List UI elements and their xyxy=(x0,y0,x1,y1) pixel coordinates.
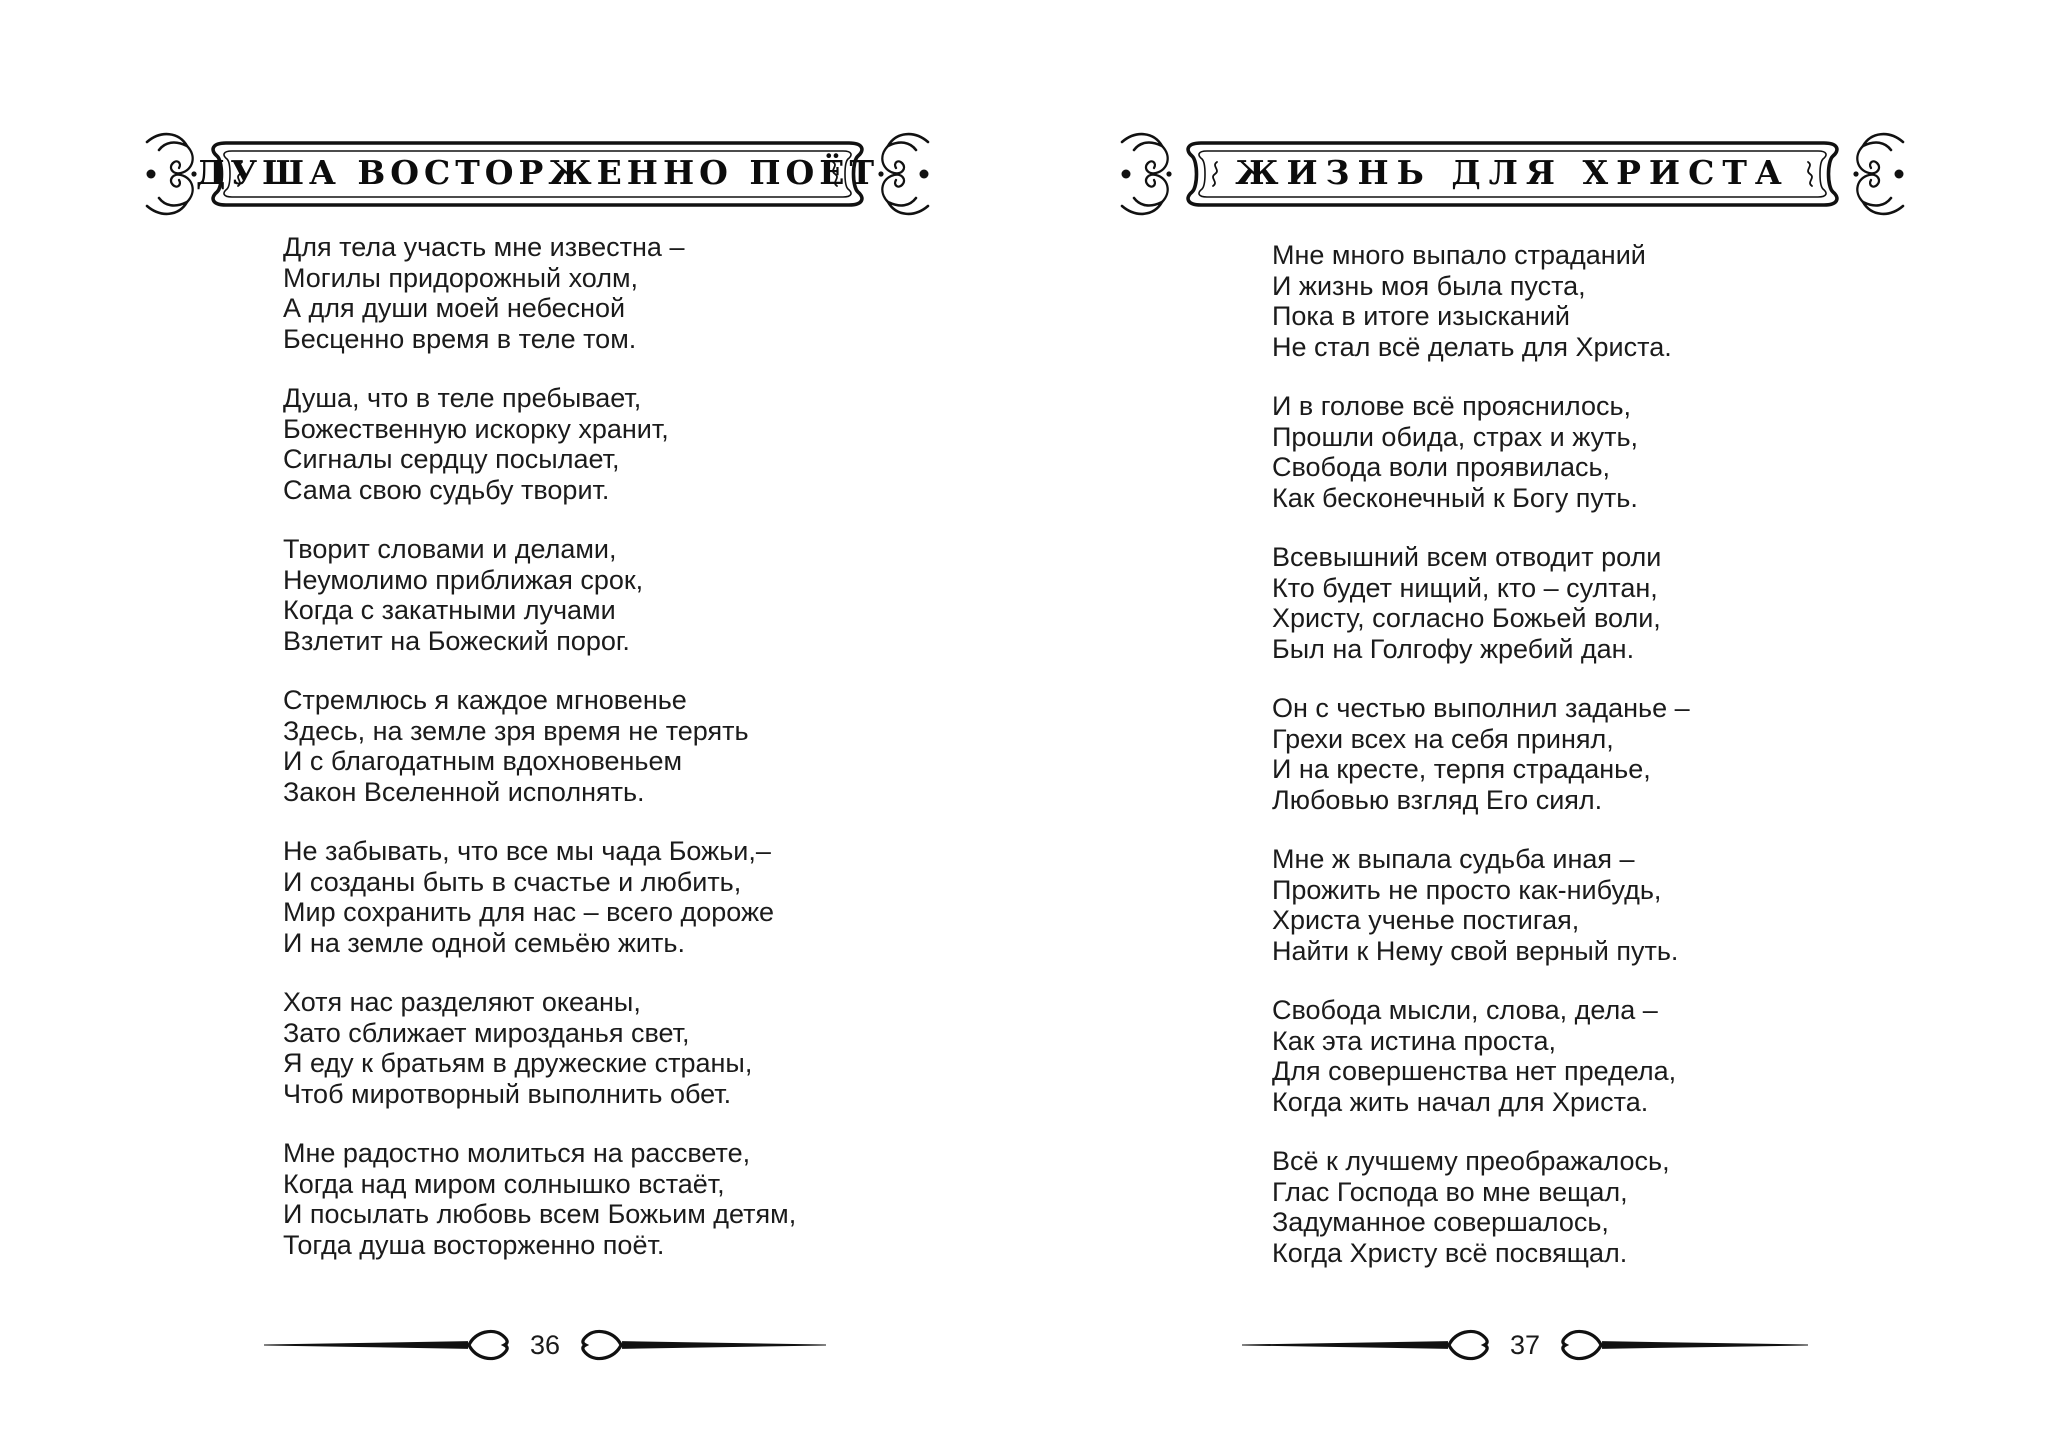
title-plate xyxy=(1181,139,1844,209)
heart-arrow-icon xyxy=(1446,1328,1496,1362)
poem-line: Закон Вселенной исполнять. xyxy=(283,776,645,807)
poem-line: Для тела участь мне известна – xyxy=(283,232,685,262)
poem-stanza xyxy=(1272,1146,1690,1268)
poem-line: Глас Господа во мне вещал, xyxy=(1272,1176,1628,1207)
heart-arrow-icon xyxy=(574,1328,624,1362)
poem-line: Не забывать, что все мы чада Божьи,– xyxy=(283,836,771,866)
poem-stanza xyxy=(283,836,796,958)
poem-line: Мир сохранить для нас – всего дороже xyxy=(283,897,775,927)
poem-stanza xyxy=(283,534,796,656)
title-plate xyxy=(196,139,880,209)
poem-line: И на кресте, терпя страданье, xyxy=(1272,754,1651,784)
fleuron-ornament-icon xyxy=(140,126,202,222)
heart-arrow-icon xyxy=(1554,1328,1604,1362)
page-number: 37 xyxy=(1509,1329,1541,1360)
poem-line: И на земле одной семьёю жить. xyxy=(283,927,685,958)
poem-line: Он с честью выполнил заданье – xyxy=(1272,693,1690,723)
right-page-header xyxy=(1115,126,1910,222)
poem-line: Христу, согласно Божьей воли, xyxy=(1272,603,1661,633)
poem-line: Кто будет нищий, кто – султан, xyxy=(1272,572,1658,603)
footer-rule-right xyxy=(1602,1341,1808,1349)
poem-line: Могилы придорожный холм, xyxy=(283,262,639,293)
poem-line: Душа, что в теле пребывает, xyxy=(283,383,642,413)
poem-stanza xyxy=(1272,693,1690,815)
page-title: ЖИЗНЬ ДЛЯ ХРИСТА xyxy=(1235,153,1790,192)
heart-arrow-icon xyxy=(466,1328,516,1362)
poem-stanza xyxy=(1272,542,1690,664)
poem-line: Прожить не просто как-нибудь, xyxy=(1272,874,1662,905)
poem-line: Стремлюсь я каждое мгновенье xyxy=(283,685,687,715)
poem-stanza xyxy=(283,685,796,807)
poem-line: Христа ученье постигая, xyxy=(1272,905,1580,935)
poem-line: И в голове всё прояснилось, xyxy=(1272,391,1632,421)
poem-line: Мне ж выпала судьба иная – xyxy=(1272,844,1635,874)
poem-line: И жизнь моя была пуста, xyxy=(1272,270,1586,301)
page-number: 36 xyxy=(529,1329,561,1360)
poem-line: Свобода воли проявилась, xyxy=(1272,452,1611,482)
poem-line: Здесь, на земле зря время не терять xyxy=(283,715,749,746)
poem-line: Всевышний всем отводит роли xyxy=(1272,542,1662,572)
poem-line: Взлетит на Божеский порог. xyxy=(283,625,630,656)
poem-stanza xyxy=(1272,995,1690,1117)
poem-line: Мне радостно молиться на рассвете, xyxy=(283,1138,751,1168)
poem-text xyxy=(283,232,796,1289)
poem-line: Прошли обида, страх и жуть, xyxy=(1272,421,1639,452)
poem-line: Бесценно время в теле том. xyxy=(283,323,637,354)
poem-line: Тогда душа восторженно поёт. xyxy=(283,1229,665,1260)
poem-line: Задуманное совершалось, xyxy=(1272,1207,1609,1237)
poem-line: Чтоб миротворный выполнить обет. xyxy=(283,1078,732,1109)
left-page-footer xyxy=(264,1326,826,1364)
poem-line: Когда Христу всё посвящал. xyxy=(1272,1237,1628,1268)
poem-line: Хотя нас разделяют океаны, xyxy=(283,987,641,1017)
poem-line: Любовью взгляд Его сиял. xyxy=(1272,784,1603,815)
poem-stanza xyxy=(283,987,796,1109)
poem-line: Зато сближает мирозданья свет, xyxy=(283,1017,690,1048)
poem-text xyxy=(1272,240,1690,1297)
page-right xyxy=(1029,0,2058,1454)
poem-line: Был на Голгофу жребий дан. xyxy=(1272,633,1635,664)
poem-line: Как эта истина проста, xyxy=(1272,1025,1557,1056)
poem-line: Неумолимо приближая срок, xyxy=(283,564,644,595)
poem-line: Мне много выпало страданий xyxy=(1272,240,1646,270)
poem-line: Я еду к братьям в дружеские страны, xyxy=(283,1048,753,1078)
poem-line: Когда с закатными лучами xyxy=(283,595,616,625)
poem-line: Сама свою судьбу творит. xyxy=(283,474,610,505)
poem-line: Не стал всё делать для Христа. xyxy=(1272,331,1672,362)
poem-line: Как бесконечный к Богу путь. xyxy=(1272,482,1638,513)
poem-line: Творит словами и делами, xyxy=(283,534,617,564)
poem-line: И посылать любовь всем Божьим детям, xyxy=(283,1199,797,1229)
poem-line: Пока в итоге изысканий xyxy=(1272,301,1570,331)
poem-stanza xyxy=(283,232,796,354)
footer-rule-left xyxy=(264,1341,468,1349)
fleuron-ornament-icon xyxy=(1115,126,1177,222)
poem-line: Свобода мысли, слова, дела – xyxy=(1272,995,1658,1025)
poem-line: Когда жить начал для Христа. xyxy=(1272,1086,1649,1117)
page-title: ДУША ВОСТОРЖЕННО ПОЁТ xyxy=(196,153,880,192)
poem-line: Грехи всех на себя принял, xyxy=(1272,723,1614,754)
poem-line: Божественную искорку хранит, xyxy=(283,413,669,444)
poem-stanza xyxy=(1272,844,1690,966)
poem-line: Всё к лучшему преображалось, xyxy=(1272,1146,1670,1176)
poem-stanza xyxy=(1272,240,1690,362)
fleuron-ornament-icon xyxy=(873,126,935,222)
poem-line: Сигналы сердцу посылает, xyxy=(283,444,620,474)
poem-line: Для совершенства нет предела, xyxy=(1272,1056,1677,1086)
poem-line: Когда над миром солнышко встаёт, xyxy=(283,1168,725,1199)
poem-line: Найти к Нему свой верный путь. xyxy=(1272,935,1679,966)
left-page-header xyxy=(140,126,935,222)
fleuron-ornament-icon xyxy=(1848,126,1910,222)
poem-line: И с благодатным вдохновеньем xyxy=(283,746,683,776)
footer-rule-right xyxy=(622,1341,826,1349)
right-page-footer xyxy=(1242,1326,1808,1364)
footer-rule-left xyxy=(1242,1341,1448,1349)
poem-stanza xyxy=(1272,391,1690,513)
poem-stanza xyxy=(283,1138,796,1260)
poem-stanza xyxy=(283,383,796,505)
poem-line: И созданы быть в счастье и любить, xyxy=(283,866,742,897)
poem-line: А для души моей небесной xyxy=(283,293,626,323)
